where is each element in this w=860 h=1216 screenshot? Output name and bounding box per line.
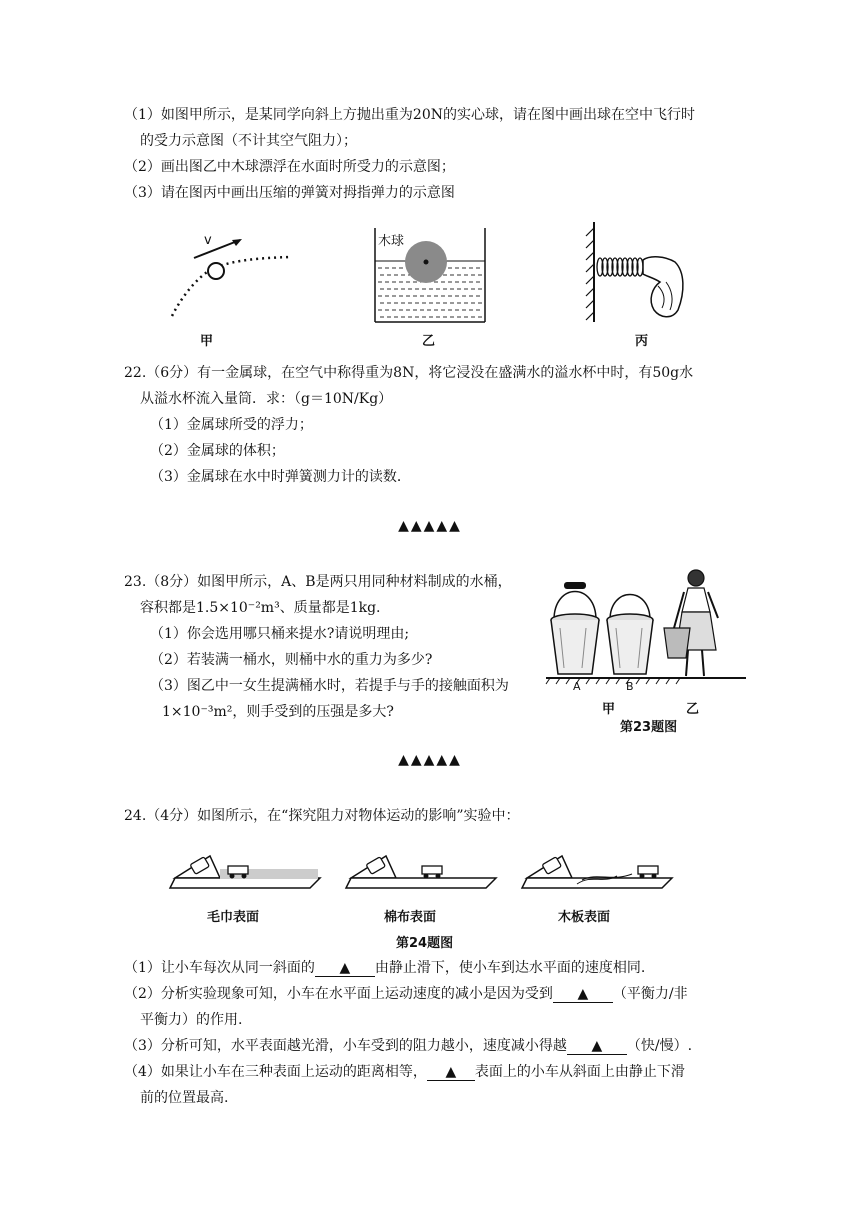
separator-triangles-2: ▲▲▲▲▲ bbox=[398, 752, 462, 768]
q21-part1-line2: 的受力示意图（不计其空气阻力）； bbox=[140, 133, 357, 149]
surface-label-towel: 毛巾表面 bbox=[207, 910, 260, 925]
answer-blank-3[interactable]: ▲ bbox=[567, 1038, 627, 1055]
velocity-label: v bbox=[204, 233, 212, 248]
surface-label-cotton: 棉布表面 bbox=[384, 910, 437, 925]
q22-sub2: （2）金属球的体积； bbox=[150, 443, 285, 459]
q23-sub3-cont: 1×10⁻³m²，则手受到的压强是多大? bbox=[162, 704, 394, 720]
q22-line1: 22.（6分）有一金属球，在空气中称得重为8N，将它浸没在盛满水的溢水杯中时，有50g水 bbox=[124, 365, 694, 381]
fig23-label-yi: 乙 bbox=[686, 702, 700, 717]
fig23-label-jia: 甲 bbox=[602, 702, 616, 717]
bucket-b-label: B bbox=[626, 680, 634, 693]
q24-sub1-text-a: （1）让小车每次从同一斜面的 bbox=[124, 960, 315, 976]
ramp-cotton-icon bbox=[346, 856, 496, 888]
ramp-towel-icon bbox=[170, 856, 320, 888]
q24-sub3-text-a: （3）分析可知，水平表面越光滑，小车受到的阻力越小，速度减小得越 bbox=[124, 1038, 567, 1054]
fig-label-jia: 甲 bbox=[200, 334, 214, 349]
q24-sub2-cont: 平衡力）的作用. bbox=[140, 1012, 243, 1028]
q23-sub1: （1）你会选用哪只桶来提水?请说明理由; bbox=[150, 626, 410, 642]
fig24-caption: 第24题图 bbox=[396, 936, 454, 951]
q24-sub4 bbox=[124, 1062, 685, 1082]
q22-sub1: （1）金属球所受的浮力； bbox=[150, 417, 313, 433]
answer-blank-4[interactable]: ▲ bbox=[427, 1064, 475, 1081]
q23-line2: 容积都是1.5×10⁻²m³、质量都是1kg. bbox=[140, 600, 381, 616]
q21-part1-line1: （1）如图甲所示，是某同学向斜上方抛出重为20N的实心球，请在图中画出球在空中飞行时 bbox=[124, 107, 695, 123]
ball-icon bbox=[208, 263, 224, 279]
fig-label-bing: 丙 bbox=[635, 334, 649, 349]
wooden-ball-label: 木球 bbox=[378, 234, 405, 249]
q24-sub4-cont: 前的位置最高. bbox=[140, 1090, 229, 1106]
surface-label-wood: 木板表面 bbox=[558, 910, 611, 925]
figure-jia-ball-trajectory bbox=[160, 230, 300, 320]
separator-triangles: ▲▲▲▲▲ bbox=[398, 518, 462, 534]
girl-carrying-bucket-icon bbox=[664, 570, 718, 676]
q22-line2: 从溢水杯流入量筒．求：（g＝10N/Kg） bbox=[140, 391, 393, 407]
q24-sub4-text-a: （4）如果让小车在三种表面上运动的距离相等， bbox=[124, 1064, 427, 1080]
q23-sub2: （2）若装满一桶水，则桶中水的重力为多少? bbox=[150, 652, 433, 668]
q24-sub2-text-a: （2）分析实验现象可知，小车在水平面上运动速度的减小是因为受到 bbox=[124, 986, 553, 1002]
answer-blank-1[interactable]: ▲ bbox=[315, 960, 375, 977]
fig23-caption: 第23题图 bbox=[620, 720, 678, 735]
trajectory-dashed-path bbox=[172, 257, 290, 316]
q21-part3: （3）请在图丙中画出压缩的弹簧对拇指弹力的示意图 bbox=[124, 185, 455, 201]
spring-icon bbox=[597, 258, 643, 276]
q21-part2: （2）画出图乙中木球漂浮在水面时所受力的示意图； bbox=[124, 159, 455, 175]
q24-intro: 24.（4分）如图所示，在“探究阻力对物体运动的影响”实验中： bbox=[124, 808, 520, 824]
q22-sub3: （3）金属球在水中时弹簧测力计的读数． bbox=[150, 469, 411, 485]
q23-line1: 23.（8分）如图甲所示，A、B是两只用同种材料制成的水桶， bbox=[124, 574, 512, 590]
q24-sub1 bbox=[124, 958, 645, 978]
figure-24-ramps bbox=[170, 848, 670, 908]
q24-sub2-text-b: （平衡力/非 bbox=[612, 986, 688, 1002]
q24-sub4-text-b: 表面上的小车从斜面上由静止下滑 bbox=[474, 1064, 685, 1080]
q24-sub3-text-b: （快/慢）. bbox=[626, 1038, 693, 1054]
bucket-a-icon bbox=[551, 582, 599, 674]
ramp-wood-icon bbox=[522, 856, 672, 888]
answer-blank-2[interactable]: ▲ bbox=[553, 986, 613, 1003]
velocity-arrow-icon bbox=[194, 240, 240, 258]
bucket-a-label: A bbox=[573, 680, 581, 693]
q24-sub3 bbox=[124, 1036, 692, 1056]
figure-bing-spring-thumb bbox=[580, 222, 690, 332]
q24-sub2 bbox=[124, 984, 688, 1004]
thumb-hand-icon bbox=[643, 257, 683, 317]
q23-sub3: （3）图乙中一女生提满桶水时，若提手与手的接触面积为 bbox=[150, 678, 509, 694]
figure-23-buckets bbox=[546, 568, 746, 686]
q24-sub1-text-b: 由静止滑下，使小车到达水平面的速度相同. bbox=[374, 960, 646, 976]
fig-label-yi: 乙 bbox=[422, 334, 436, 349]
bucket-b-icon bbox=[607, 595, 653, 675]
